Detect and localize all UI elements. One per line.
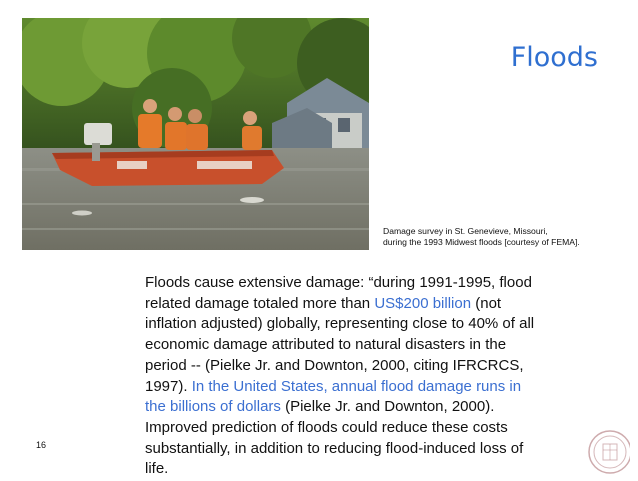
page-number: 16 [36, 440, 47, 450]
body-segment-3: (not inflation adjusted) globally, representing close to 40% of all economic damage attributed to natural disasters in the period -- (Pielke Jr. and Downton, 2000, citing IFRCRCS, 1997). [145, 294, 535, 395]
highlight-us-damage: In the United States, annual flood damage runs in the billions of dollars [145, 377, 522, 416]
university-seal-logo [586, 428, 630, 476]
caption-line-1: Damage survey in St. Genevieve, Missouri, [383, 226, 548, 236]
flood-photo-graphic [22, 18, 369, 250]
body-segment-1: Floods cause extensive damage: “during 1991-1995, flood related damage totaled more than [145, 274, 532, 312]
photo-caption [383, 226, 633, 248]
slide-title: Floods [510, 42, 598, 73]
body-segment-5: (Pielke Jr. and Downton, 2000). Improved prediction of floods could reduce these costs substantially, in addition to reducing flood-induced loss of life. [145, 398, 524, 478]
body-paragraph [145, 273, 545, 480]
highlight-damage-total: US$200 billion [374, 294, 472, 312]
caption-line-2: during the 1993 Midwest floods [courtesy of FEMA]. [383, 237, 580, 247]
seal-icon [586, 428, 630, 476]
flood-photo [22, 18, 369, 250]
